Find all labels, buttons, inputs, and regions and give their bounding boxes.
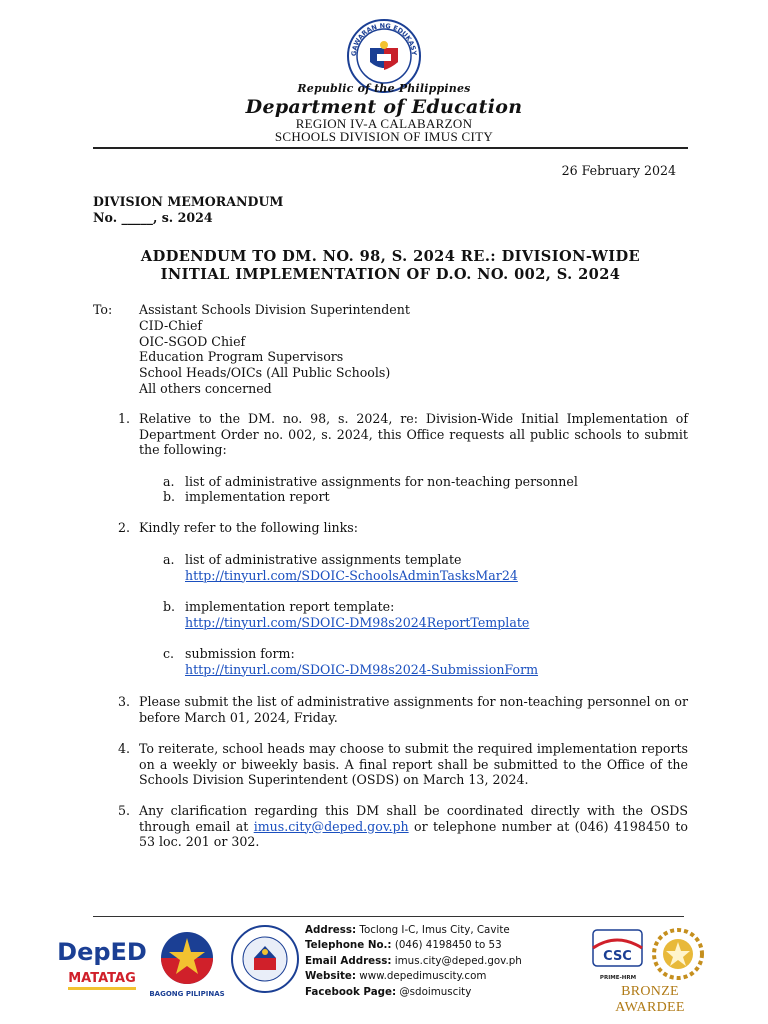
subject-line-1: ADDENDUM TO DM. NO. 98, S. 2024 RE.: DIVISION-WIDE [140,248,641,265]
item-text-after: or telephone number at (046) 4198450 to 53 loc. 201 or 302. [139,818,688,849]
memo-type: DIVISION MEMORANDUM [93,194,284,209]
email-value: imus.city@deped.gov.ph [391,954,522,967]
admin-template-link[interactable]: http://tinyurl.com/SDOIC-SchoolsAdminTasksMar24 [185,567,518,583]
footer-divider [93,916,684,917]
sub-text: submission form: [185,646,295,661]
recipient-item: Assistant Schools Division Superintendent [139,302,410,317]
recipient-item: All others concerned [139,380,272,396]
recipient-item: School Heads/OICs (All Public Schools) [139,365,391,381]
item-text: Relative to the DM. no. 98, s. 2024, re: Division-Wide Initial Implementation of Department Order no. 002, s. 2024, this Office requests all public schools to submit the following: [139,411,688,457]
republic-heading: Republic of the Philippines [297,82,471,95]
website-label: Website: [305,970,357,983]
department-heading: Department of Education [245,96,523,118]
sub-text: implementation report [185,489,330,504]
bronze-award-emblem [648,926,708,986]
deped-wordmark: DepED [57,938,147,966]
memo-number: No. _____, s. 2024 [93,210,213,225]
sub-letter: b. [163,599,176,614]
recipient-item: CID-Chief [139,317,203,333]
phone-line [305,938,522,953]
item-text: To reiterate, school heads may choose to submit the required implementation reports on a weekly or biweekly basis. A final report shall be submitted to the Office of the Schools Division Superintendent (OSDS) on March 13, 2024. [139,741,688,787]
recipient-list [139,302,410,397]
division-seal-logo [230,924,300,994]
report-template-link[interactable]: http://tinyurl.com/SDOIC-DM98s2024ReportTemplate [185,614,530,630]
division-heading: SCHOOLS DIVISION OF IMUS CITY [274,129,494,144]
memo-date: 26 February 2024 [561,163,676,178]
matatag-wordmark: MATATAG [68,971,136,986]
address-line [305,923,522,938]
sub-letter: a. [163,474,175,489]
email-label: Email Address: [305,954,392,967]
website-line [305,969,522,984]
phone-label: Telephone No.: [305,939,392,952]
sub-text: list of administrative assignments for non-teaching personnel [185,474,578,489]
prime-hrm-label: PRIME-HRM [599,975,637,981]
subject-line-2: INITIAL IMPLEMENTATION OF D.O. NO. 002, S. 2024 [160,266,621,283]
submission-form-link[interactable]: http://tinyurl.com/SDOIC-DM98s2024-SubmissionForm [185,661,539,677]
deped-matatag-logo [57,930,147,1000]
facebook-line [305,985,522,1000]
item-text: Kindly refer to the following links: [139,520,359,535]
recipient-item: OIC-SGOD Chief [139,333,246,349]
sub-text: list of administrative assignments template [185,552,462,567]
address-value: Toclong I-C, Imus City, Cavite [356,924,510,936]
item-text-before: Any clarification regarding this DM shall be coordinated directly with the OSDS through email at [139,803,688,834]
item-number: 4. [118,741,131,756]
item-number: 3. [118,694,131,709]
memo-subject [93,248,688,284]
email-line [305,954,522,969]
csc-wordmark: CSC [603,949,632,964]
to-label: To: [93,302,113,317]
email-link[interactable]: imus.city@deped.gov.ph [253,818,409,834]
item-number: 2. [118,520,131,535]
item-number: 5. [118,803,131,818]
item-text: Please submit the list of administrative assignments for non-teaching personnel on or before March 01, 2024, Friday. [139,694,688,725]
sub-letter: b. [163,489,176,504]
region-heading: REGION IV-A CALABARZON [295,116,473,131]
sub-text: implementation report template: [185,599,395,614]
header-divider [93,147,688,149]
phone-value: (046) 4198450 to 53 [391,939,502,952]
bagong-wordmark: BAGONG PILIPINAS [149,990,225,998]
sub-letter: a. [163,552,175,567]
address-label: Address: [305,924,357,936]
facebook-label: Facebook Page: [305,985,397,998]
sub-letter: c. [163,646,175,661]
seal-text: GAWARAN NG EDUKASY [349,21,419,57]
website-value: www.depedimuscity.com [356,970,487,983]
bagong-pilipinas-logo [148,926,226,1004]
contact-info [305,923,522,1000]
facebook-value: @sdoimuscity [396,985,472,998]
item-number: 1. [118,411,131,426]
recipient-item: Education Program Supervisors [139,349,344,365]
bronze-awardee-label: BRONZE AWARDEE [615,984,685,1015]
